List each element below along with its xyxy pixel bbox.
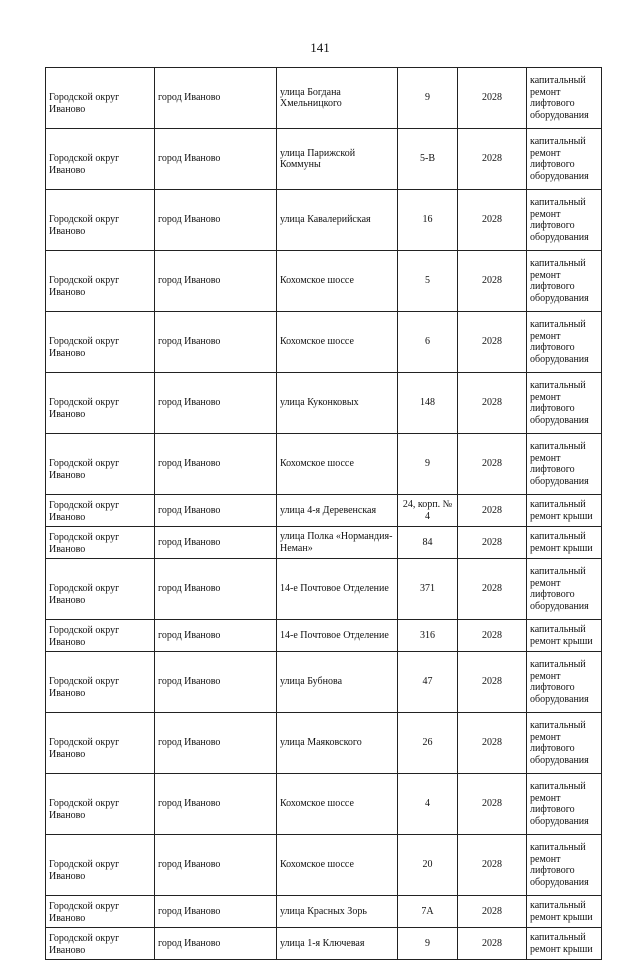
street-cell: Кохомское шоссе: [277, 835, 398, 896]
work-type-cell: капитальный ремонт лифтового оборудования: [527, 652, 602, 713]
district-cell: Городской округ Иваново: [46, 527, 155, 559]
table-row: [46, 495, 602, 527]
table-row: [46, 373, 602, 434]
district-cell: Городской округ Иваново: [46, 190, 155, 251]
work-type-cell: капитальный ремонт лифтового оборудования: [527, 373, 602, 434]
table-row: [46, 896, 602, 928]
city-cell: город Иваново: [155, 620, 277, 652]
work-type-cell: капитальный ремонт крыши: [527, 495, 602, 527]
work-type-cell: капитальный ремонт крыши: [527, 896, 602, 928]
table-body: [46, 68, 602, 960]
district-cell: Городской округ Иваново: [46, 434, 155, 495]
table-row: [46, 527, 602, 559]
district-cell: Городской округ Иваново: [46, 495, 155, 527]
house-cell: 4: [398, 774, 458, 835]
year-cell: 2028: [458, 896, 527, 928]
street-cell: Кохомское шоссе: [277, 774, 398, 835]
house-cell: 5-В: [398, 129, 458, 190]
work-type-cell: капитальный ремонт лифтового оборудования: [527, 835, 602, 896]
city-cell: город Иваново: [155, 495, 277, 527]
house-cell: 9: [398, 928, 458, 960]
work-type-cell: капитальный ремонт лифтового оборудования: [527, 713, 602, 774]
house-cell: 9: [398, 434, 458, 495]
year-cell: 2028: [458, 620, 527, 652]
street-cell: улица 4-я Деревенская: [277, 495, 398, 527]
table-row: [46, 620, 602, 652]
house-cell: 316: [398, 620, 458, 652]
house-cell: 16: [398, 190, 458, 251]
district-cell: Городской округ Иваново: [46, 928, 155, 960]
city-cell: город Иваново: [155, 434, 277, 495]
street-cell: улица 1-я Ключевая: [277, 928, 398, 960]
work-type-cell: капитальный ремонт лифтового оборудования: [527, 774, 602, 835]
district-cell: Городской округ Иваново: [46, 896, 155, 928]
district-cell: Городской округ Иваново: [46, 373, 155, 434]
street-cell: 14-е Почтовое Отделение: [277, 620, 398, 652]
district-cell: Городской округ Иваново: [46, 713, 155, 774]
street-cell: улица Полка «Нормандия-Неман»: [277, 527, 398, 559]
year-cell: 2028: [458, 527, 527, 559]
work-type-cell: капитальный ремонт лифтового оборудования: [527, 68, 602, 129]
city-cell: город Иваново: [155, 251, 277, 312]
district-cell: Городской округ Иваново: [46, 312, 155, 373]
table-row: [46, 251, 602, 312]
work-type-cell: капитальный ремонт лифтового оборудования: [527, 129, 602, 190]
year-cell: 2028: [458, 251, 527, 312]
work-type-cell: капитальный ремонт лифтового оборудования: [527, 251, 602, 312]
street-cell: улица Бубнова: [277, 652, 398, 713]
city-cell: город Иваново: [155, 652, 277, 713]
house-cell: 84: [398, 527, 458, 559]
work-type-cell: капитальный ремонт крыши: [527, 620, 602, 652]
year-cell: 2028: [458, 559, 527, 620]
city-cell: город Иваново: [155, 527, 277, 559]
repair-schedule-table: [45, 67, 602, 960]
year-cell: 2028: [458, 129, 527, 190]
street-cell: Кохомское шоссе: [277, 312, 398, 373]
work-type-cell: капитальный ремонт лифтового оборудования: [527, 434, 602, 495]
city-cell: город Иваново: [155, 190, 277, 251]
house-cell: 5: [398, 251, 458, 312]
district-cell: Городской округ Иваново: [46, 559, 155, 620]
table-row: [46, 312, 602, 373]
house-cell: 6: [398, 312, 458, 373]
year-cell: 2028: [458, 495, 527, 527]
table-row: [46, 713, 602, 774]
district-cell: Городской округ Иваново: [46, 774, 155, 835]
house-cell: 24, корп. № 4: [398, 495, 458, 527]
city-cell: город Иваново: [155, 129, 277, 190]
work-type-cell: капитальный ремонт лифтового оборудования: [527, 312, 602, 373]
table-row: [46, 928, 602, 960]
table-row: [46, 434, 602, 495]
city-cell: город Иваново: [155, 928, 277, 960]
house-cell: 26: [398, 713, 458, 774]
street-cell: улица Кавалерийская: [277, 190, 398, 251]
district-cell: Городской округ Иваново: [46, 835, 155, 896]
district-cell: Городской округ Иваново: [46, 129, 155, 190]
table-row: [46, 835, 602, 896]
street-cell: улица Парижской Коммуны: [277, 129, 398, 190]
page-number: 141: [310, 40, 330, 55]
house-cell: 148: [398, 373, 458, 434]
year-cell: 2028: [458, 835, 527, 896]
street-cell: улица Богдана Хмельницкого: [277, 68, 398, 129]
work-type-cell: капитальный ремонт крыши: [527, 527, 602, 559]
house-cell: 7А: [398, 896, 458, 928]
table-row: [46, 190, 602, 251]
house-cell: 47: [398, 652, 458, 713]
city-cell: город Иваново: [155, 713, 277, 774]
district-cell: Городской округ Иваново: [46, 652, 155, 713]
district-cell: Городской округ Иваново: [46, 620, 155, 652]
year-cell: 2028: [458, 312, 527, 373]
table-row: [46, 652, 602, 713]
year-cell: 2028: [458, 652, 527, 713]
street-cell: улица Красных Зорь: [277, 896, 398, 928]
table-row: [46, 774, 602, 835]
district-cell: Городской округ Иваново: [46, 251, 155, 312]
work-type-cell: капитальный ремонт лифтового оборудования: [527, 190, 602, 251]
city-cell: город Иваново: [155, 896, 277, 928]
year-cell: 2028: [458, 434, 527, 495]
city-cell: город Иваново: [155, 835, 277, 896]
table-row: [46, 559, 602, 620]
city-cell: город Иваново: [155, 559, 277, 620]
year-cell: 2028: [458, 774, 527, 835]
street-cell: Кохомское шоссе: [277, 434, 398, 495]
work-type-cell: капитальный ремонт крыши: [527, 928, 602, 960]
year-cell: 2028: [458, 373, 527, 434]
year-cell: 2028: [458, 68, 527, 129]
house-cell: 9: [398, 68, 458, 129]
street-cell: улица Маяковского: [277, 713, 398, 774]
city-cell: город Иваново: [155, 312, 277, 373]
city-cell: город Иваново: [155, 68, 277, 129]
table-row: [46, 68, 602, 129]
street-cell: Кохомское шоссе: [277, 251, 398, 312]
table-row: [46, 129, 602, 190]
year-cell: 2028: [458, 713, 527, 774]
city-cell: город Иваново: [155, 774, 277, 835]
house-cell: 20: [398, 835, 458, 896]
work-type-cell: капитальный ремонт лифтового оборудования: [527, 559, 602, 620]
house-cell: 371: [398, 559, 458, 620]
street-cell: 14-е Почтовое Отделение: [277, 559, 398, 620]
year-cell: 2028: [458, 190, 527, 251]
district-cell: Городской округ Иваново: [46, 68, 155, 129]
city-cell: город Иваново: [155, 373, 277, 434]
street-cell: улица Куконковых: [277, 373, 398, 434]
year-cell: 2028: [458, 928, 527, 960]
